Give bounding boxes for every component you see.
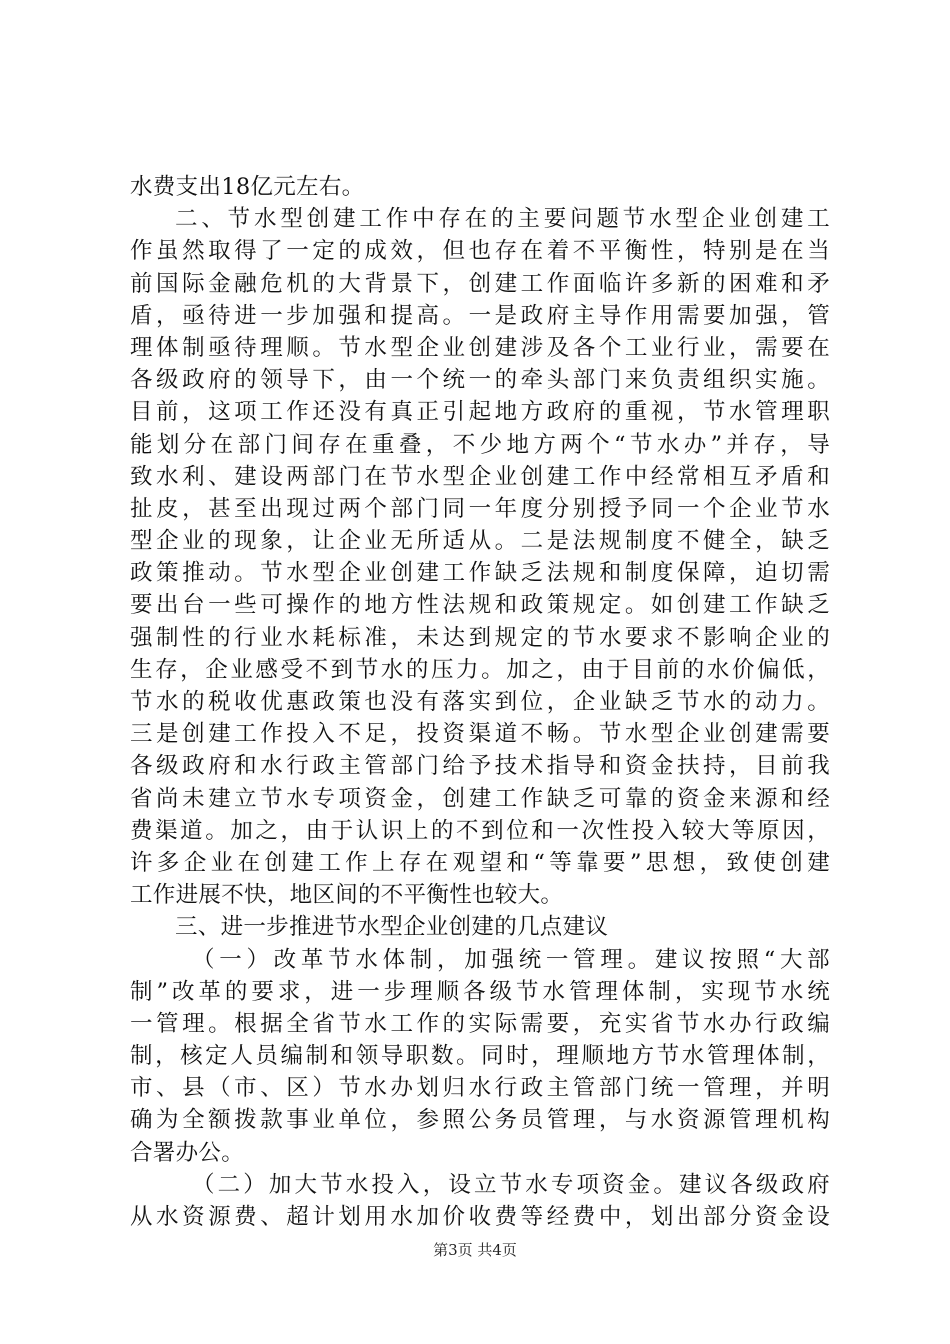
text-line: 二、节水型创建工作中存在的主要问题节水型企业创建工 [175, 206, 830, 233]
text-line: 节水的税收优惠政策也没有落实到位，企业缺乏节水的动力。 [130, 689, 830, 715]
document-body [130, 171, 830, 1233]
text-line: （一）改革节水体制，加强统一管理。建议按照“大部 [192, 946, 830, 973]
text-line: 强制性的行业水耗标准，未达到规定的节水要求不影响企业的 [130, 624, 830, 651]
text-line: 能划分在部门间存在重叠，不少地方两个“节水办”并存，导 [130, 431, 830, 458]
text-line: 水费支出18亿元左右。 [130, 174, 365, 200]
text-line: 三是创建工作投入不足，投资渠道不畅。节水型企业创建需要 [130, 721, 830, 748]
text-line: 各级政府的领导下，由一个统一的牵头部门来负责组织实施。 [130, 367, 830, 394]
text-line: 作虽然取得了一定的成效，但也存在着不平衡性，特别是在当 [130, 238, 830, 265]
text-line: 各级政府和水行政主管部门给予技术指导和资金扶持，目前我 [130, 753, 830, 780]
text-line: 要出台一些可操作的地方性法规和政策规定。如创建工作缺乏 [130, 592, 830, 619]
text-line: 市、县（市、区）节水办划归水行政主管部门统一管理，并明 [130, 1075, 830, 1102]
text-line: 政策推动。节水型企业创建工作缺乏法规和制度保障，迫切需 [130, 560, 830, 587]
text-line: 从水资源费、超计划用水加价收费等经费中，划出部分资金设 [130, 1204, 830, 1230]
text-line: 前国际金融危机的大背景下，创建工作面临许多新的困难和矛 [130, 270, 830, 297]
text-line: 盾，亟待进一步加强和提高。一是政府主导作用需要加强，管 [130, 302, 830, 329]
text-line: 工作进展不快，地区间的不平衡性也较大。 [130, 882, 564, 909]
text-line: 一管理。根据全省节水工作的实际需要，充实省节水办行政编 [130, 1010, 830, 1037]
text-line: 扯皮，甚至出现过两个部门同一年度分别授予同一个企业节水 [130, 495, 830, 522]
text-line: 制，核定人员编制和领导职数。同时，理顺地方节水管理体制， [130, 1043, 830, 1070]
text-line: 型企业的现象，让企业无所适从。二是法规制度不健全，缺乏 [130, 528, 830, 555]
page-footer: 第3页 共4页 [433, 1241, 517, 1259]
text-line: 许多企业在创建工作上存在观望和“等靠要”思想，致使创建 [130, 849, 830, 876]
text-line: 确为全额拨款事业单位，参照公务员管理，与水资源管理机构 [130, 1107, 830, 1134]
text-line: 目前，这项工作还没有真正引起地方政府的重视，节水管理职 [130, 399, 830, 426]
text-line: （二）加大节水投入，设立节水专项资金。建议各级政府 [192, 1171, 830, 1198]
text-line: 生存，企业感受不到节水的压力。加之，由于目前的水价偏低， [130, 656, 830, 683]
text-line: 费渠道。加之，由于认识上的不到位和一次性投入较大等原因， [130, 817, 830, 844]
text-line: 致水利、建设两部门在节水型企业创建工作中经常相互矛盾和 [130, 463, 830, 490]
text-line: 理体制亟待理顺。节水型企业创建涉及各个工业行业，需要在 [130, 334, 830, 361]
text-line: 省尚未建立节水专项资金，创建工作缺乏可靠的资金来源和经 [130, 785, 830, 812]
text-line: 制”改革的要求，进一步理顺各级节水管理体制，实现节水统 [130, 978, 830, 1005]
text-line: 三、进一步推进节水型企业创建的几点建议 [175, 914, 609, 941]
text-line: 合署办公。 [130, 1139, 245, 1166]
